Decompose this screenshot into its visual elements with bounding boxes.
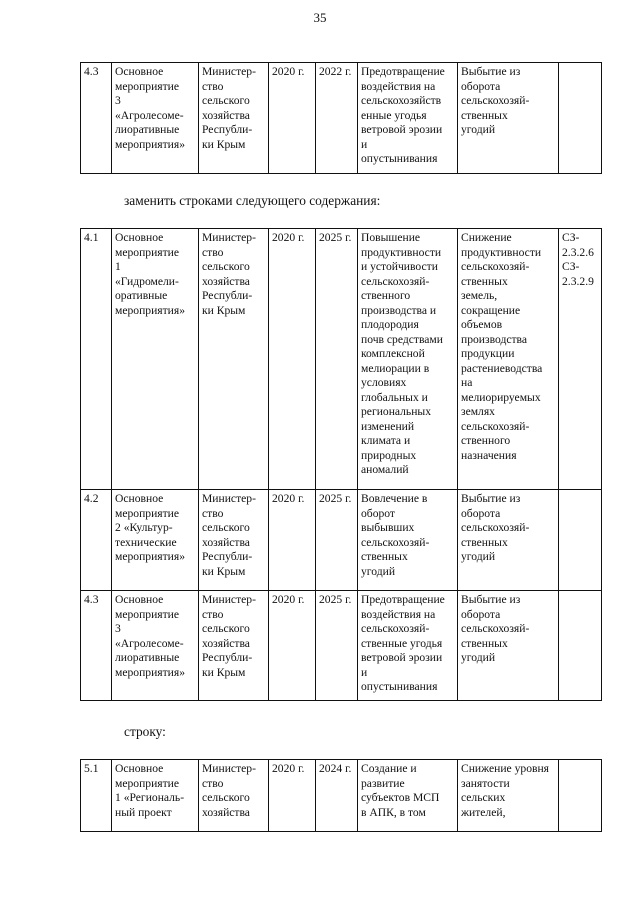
cell-number: 4.1 bbox=[81, 229, 112, 490]
cell-consequences: Выбытие из оборота сельскохозяй- ственных угодий bbox=[458, 591, 559, 701]
cell-start-year: 2020 г. bbox=[269, 490, 316, 591]
cell-end-year: 2025 г. bbox=[316, 229, 358, 490]
cell-end-year: 2025 г. bbox=[316, 591, 358, 701]
cell-executor: Министер- ство сельского хозяйства Республи- ки Крым bbox=[199, 591, 269, 701]
cell-consequences: Снижение продуктивности сельскохозяй- ственных земель, сокращение объемов производства продукции растениеводства на мелиорируемых землях сельскохозяй- ственного назначения bbox=[458, 229, 559, 490]
cell-directions: Предотвращение воздействия на сельскохозяйств енные угодья ветровой эрозии и опустынивания bbox=[358, 63, 458, 174]
table-row bbox=[81, 760, 602, 832]
cell-start-year: 2020 г. bbox=[269, 591, 316, 701]
cell-consequences: Снижение уровня занятости сельских жителей, bbox=[458, 760, 559, 832]
cell-directions: Предотвращение воздействия на сельскохозяй- ственные угодья ветровой эрозии и опустынивания bbox=[358, 591, 458, 701]
cell-activity-name: Основное мероприятие 2 «Культур- технические мероприятия» bbox=[112, 490, 199, 591]
cell-link bbox=[559, 63, 602, 174]
cell-executor: Министер- ство сельского хозяйства Республи- ки Крым bbox=[199, 490, 269, 591]
cell-executor: Министер- ство сельского хозяйства Республи- ки Крым bbox=[199, 63, 269, 174]
cell-end-year: 2025 г. bbox=[316, 490, 358, 591]
row-paragraph: строку: bbox=[124, 724, 166, 739]
cell-activity-name: Основное мероприятие 1 «Региональ- ный проект bbox=[112, 760, 199, 832]
table-row bbox=[81, 63, 602, 174]
cell-activity-name: Основное мероприятие 1 «Гидромели- оративные мероприятия» bbox=[112, 229, 199, 490]
cell-number: 4.3 bbox=[81, 63, 112, 174]
page-number: 35 bbox=[313, 10, 327, 25]
cell-number: 4.2 bbox=[81, 490, 112, 591]
cell-directions: Вовлечение в оборот выбывших сельскохозяй- ственных угодий bbox=[358, 490, 458, 591]
table-original-row bbox=[80, 62, 602, 174]
cell-number: 5.1 bbox=[81, 760, 112, 832]
cell-start-year: 2020 г. bbox=[269, 63, 316, 174]
cell-link bbox=[559, 760, 602, 832]
cell-start-year: 2020 г. bbox=[269, 229, 316, 490]
table-row bbox=[81, 591, 602, 701]
cell-directions: Повышение продуктивности и устойчивости сельскохозяй- ственного производства и плодородия почв средствами комплексной мелиорации в условиях глобальных и региональных изменений климата и природных аномалий bbox=[358, 229, 458, 490]
cell-directions: Создание и развитие субъектов МСП в АПК, в том bbox=[358, 760, 458, 832]
cell-activity-name: Основное мероприятие 3 «Агролесоме- лиоративные мероприятия» bbox=[112, 591, 199, 701]
cell-number: 4.3 bbox=[81, 591, 112, 701]
cell-executor: Министер- ство сельского хозяйства bbox=[199, 760, 269, 832]
cell-consequences: Выбытие из оборота сельскохозяй- ственных угодий bbox=[458, 490, 559, 591]
table-replacement-rows bbox=[80, 228, 602, 701]
replace-paragraph: заменить строками следующего содержания: bbox=[124, 193, 381, 208]
table-new-row bbox=[80, 759, 602, 832]
cell-link bbox=[559, 490, 602, 591]
table-row bbox=[81, 229, 602, 490]
cell-start-year: 2020 г. bbox=[269, 760, 316, 832]
cell-link bbox=[559, 591, 602, 701]
cell-link: СЗ- 2.3.2.6 СЗ- 2.3.2.9 bbox=[559, 229, 602, 490]
cell-executor: Министер- ство сельского хозяйства Республи- ки Крым bbox=[199, 229, 269, 490]
cell-consequences: Выбытие из оборота сельскохозяй- ственных угодий bbox=[458, 63, 559, 174]
cell-end-year: 2022 г. bbox=[316, 63, 358, 174]
cell-activity-name: Основное мероприятие 3 «Агролесоме- лиоративные мероприятия» bbox=[112, 63, 199, 174]
table-row bbox=[81, 490, 602, 591]
cell-end-year: 2024 г. bbox=[316, 760, 358, 832]
